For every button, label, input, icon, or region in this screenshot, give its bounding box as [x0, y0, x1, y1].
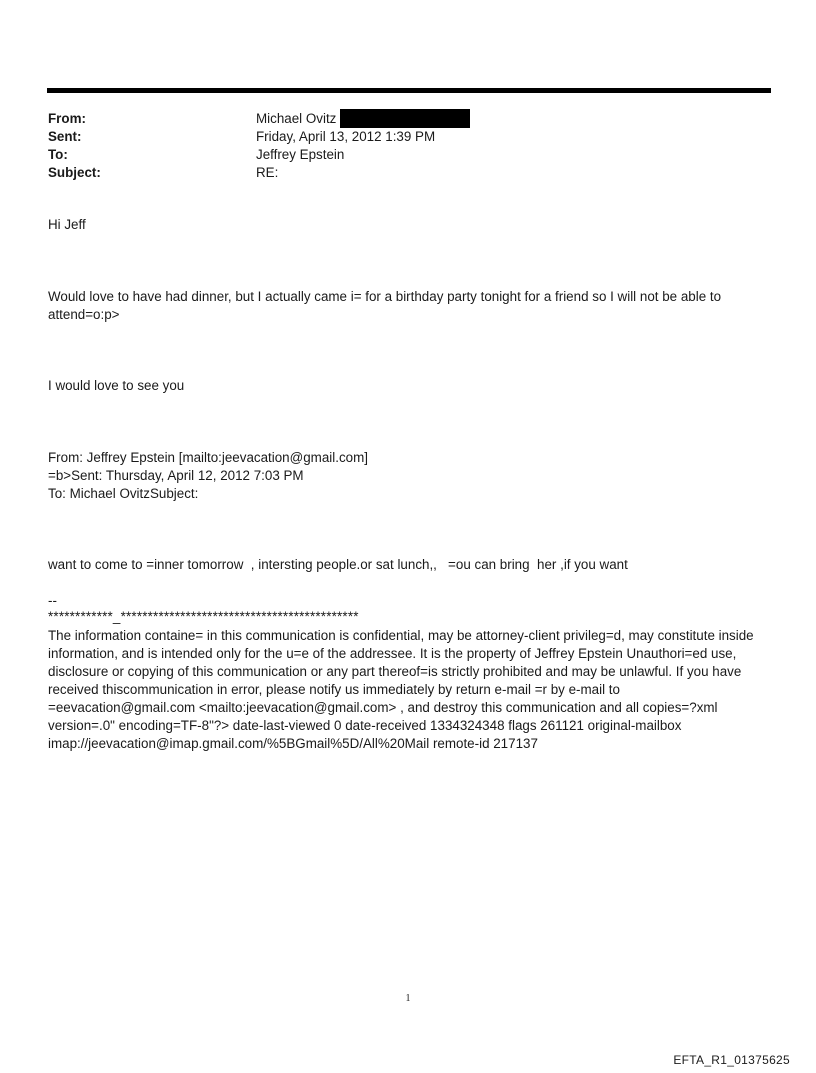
confidentiality-disclaimer: The information containe= in this communication is confidential, may be attorney-client privileg=d, may constitute inside information, and is intended only for the u=e of the addressee. It is the property of Jeffrey Epstein Unauthori=ed use, disclosure or copying of this communication or any part thereof=is strictly prohibited and may be unlawful. If you have received thiscommunication in error, please notify us immediately by return e-mail =r by e-mail to =eevacation@gmail.com <mailto:jeevacation@gmail.com> , and destroy this communication and all copies=?xml version=.0" encoding=TF-8"?> date-last-viewed 0 date-received 1334324348 flags 261121 original-mailbox imap://jeevacation@imap.gmail.com/%5BGmail%5D/All%20Mail remote-id 217137	[48, 628, 758, 751]
signature-stars: ************_********************************************	[48, 609, 359, 624]
document-id: EFTA_R1_01375625	[673, 1053, 790, 1067]
sent-label: Sent:	[48, 129, 82, 144]
from-label: From:	[48, 111, 86, 126]
page-number: 1	[405, 993, 411, 1004]
paragraph-dinner: Would love to have had dinner, but I actually came i= for a birthday party tonight for a friend so I will not be able to attend=o:p>	[48, 289, 725, 322]
redaction-block	[340, 109, 470, 128]
paragraph-see-you: I would love to see you	[48, 378, 185, 393]
quoted-sent: =b>Sent: Thursday, April 12, 2012 7:03 PM	[48, 468, 304, 483]
from-name: Michael Ovitz	[256, 111, 337, 126]
signature-dashes: --	[48, 593, 57, 608]
quoted-message: want to come to =inner tomorrow , intersting people.or sat lunch,, =ou can bring her ,if you want	[48, 557, 628, 572]
sent-value: Friday, April 13, 2012 1:39 PM	[256, 129, 436, 144]
from-value	[256, 109, 470, 128]
to-value: Jeffrey Epstein	[256, 147, 345, 162]
subject-value: RE:	[256, 165, 279, 180]
quoted-to: To: Michael OvitzSubject:	[48, 486, 199, 501]
greeting: Hi Jeff	[48, 217, 86, 232]
to-label: To:	[48, 147, 68, 162]
quoted-from: From: Jeffrey Epstein [mailto:jeevacation@gmail.com]	[48, 450, 368, 465]
subject-label: Subject:	[48, 165, 101, 180]
header-divider	[47, 88, 771, 93]
